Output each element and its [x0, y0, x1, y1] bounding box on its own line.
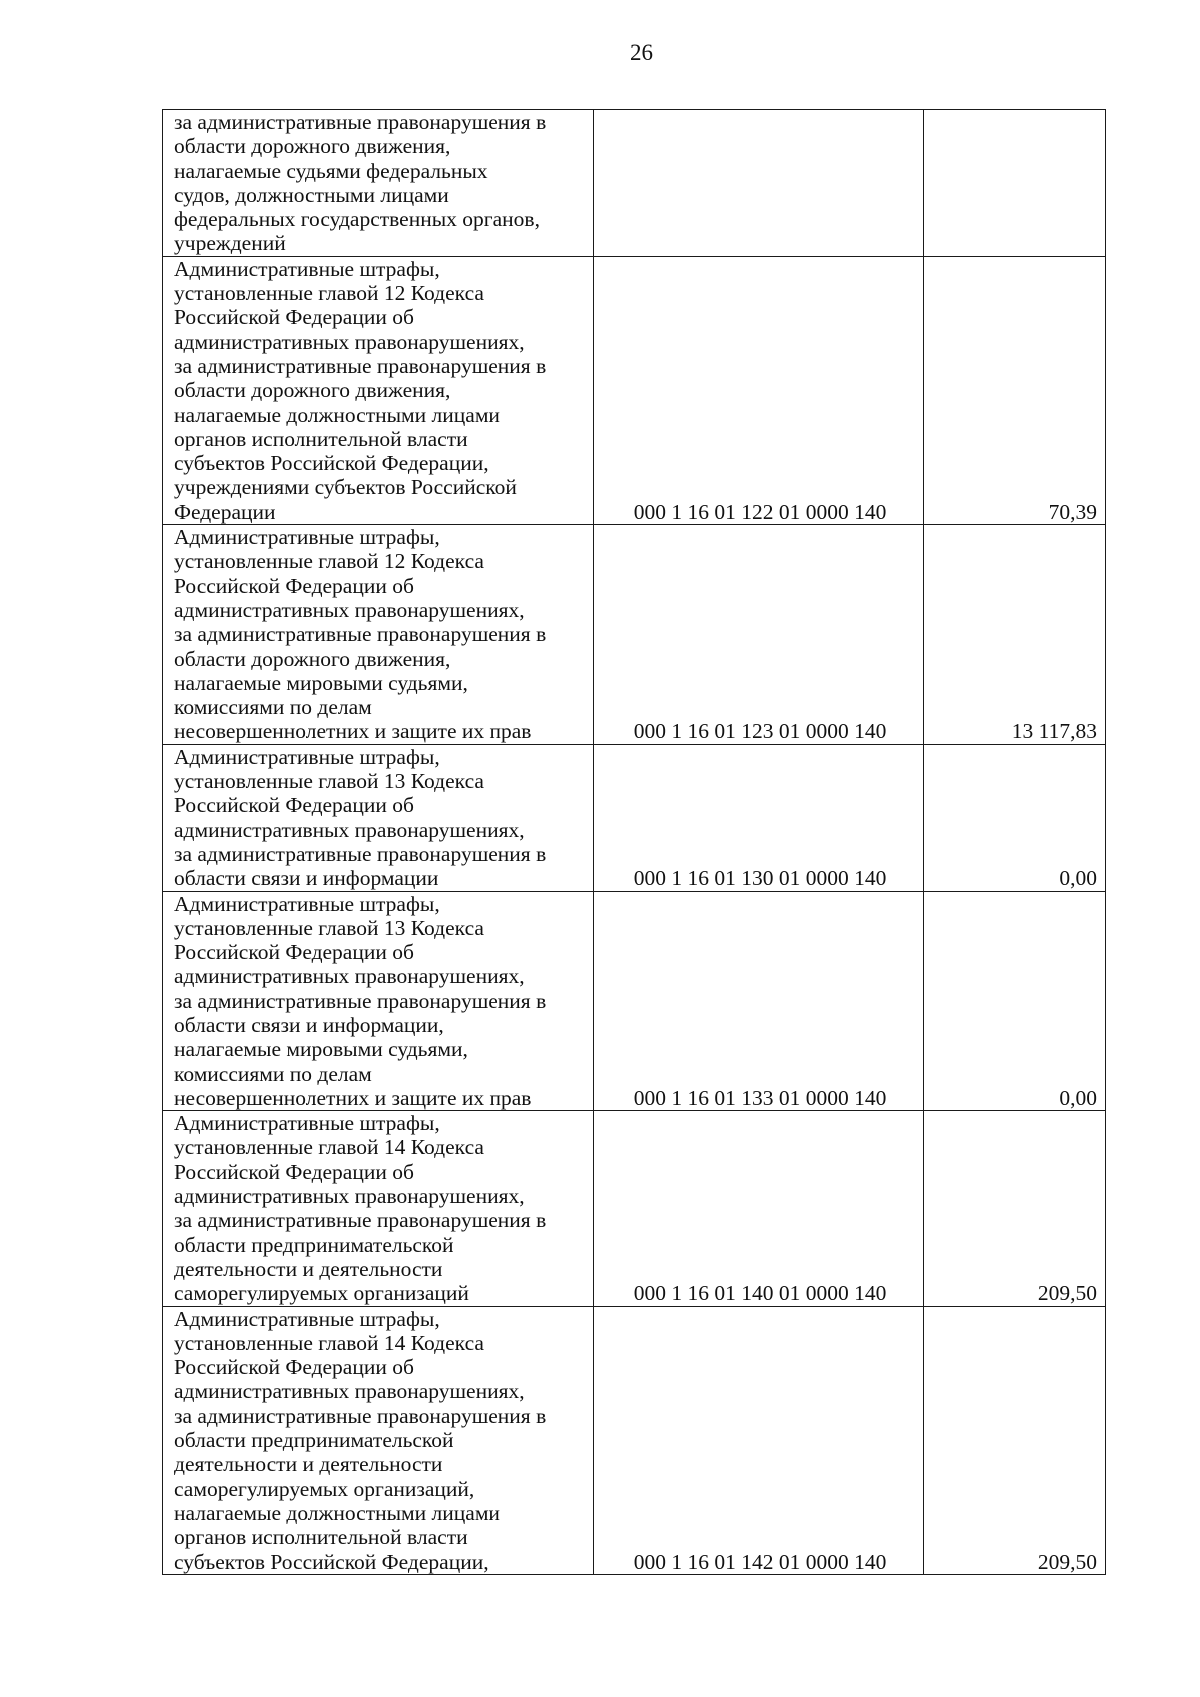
row-code-cell: 000 1 16 01 122 01 0000 140 [594, 256, 924, 524]
revenue-table [162, 109, 1106, 1575]
row-name-cell: за административные правонарушения в области дорожного движения, налагаемые судьями федеральных судов, должностными лицами федеральных государственных органов, учреждений [163, 110, 594, 257]
table-row [163, 110, 1106, 257]
table-row [163, 744, 1106, 891]
table-row [163, 256, 1106, 524]
row-value-cell: 0,00 [924, 891, 1106, 1111]
row-name-cell: Административные штрафы, установленные главой 14 Кодекса Российской Федерации об административных правонарушениях, за административные правонарушения в области предпринимательской деятельности и деятельности саморегулируемых организаций [163, 1111, 594, 1306]
row-value-cell: 13 117,83 [924, 525, 1106, 745]
row-name-cell: Административные штрафы, установленные главой 13 Кодекса Российской Федерации об административных правонарушениях, за административные правонарушения в области связи и информации [163, 744, 594, 891]
page-number: 26 [630, 40, 653, 65]
row-code-cell: 000 1 16 01 142 01 0000 140 [594, 1306, 924, 1574]
row-code-cell: 000 1 16 01 140 01 0000 140 [594, 1111, 924, 1306]
row-value-cell: 209,50 [924, 1306, 1106, 1574]
table-row [163, 1111, 1106, 1306]
row-code-cell [594, 110, 924, 257]
row-name-cell: Административные штрафы, установленные главой 13 Кодекса Российской Федерации об административных правонарушениях, за административные правонарушения в области связи и информации, налагаемые мировыми судьями, комиссиями по делам несовершеннолетних и защите их прав [163, 891, 594, 1111]
row-value-cell [924, 110, 1106, 257]
row-name-cell: Административные штрафы, установленные главой 14 Кодекса Российской Федерации об административных правонарушениях, за административные правонарушения в области предпринимательской деятельности и деятельности саморегулируемых организаций, налагаемые должностными лицами органов исполнительной власти субъектов Российской Федерации, [163, 1306, 594, 1574]
row-code-cell: 000 1 16 01 133 01 0000 140 [594, 891, 924, 1111]
row-value-cell: 0,00 [924, 744, 1106, 891]
row-value-cell: 209,50 [924, 1111, 1106, 1306]
table-row [163, 1306, 1106, 1574]
row-code-cell: 000 1 16 01 130 01 0000 140 [594, 744, 924, 891]
row-value-cell: 70,39 [924, 256, 1106, 524]
row-name-cell: Административные штрафы, установленные главой 12 Кодекса Российской Федерации об административных правонарушениях, за административные правонарушения в области дорожного движения, налагаемые должностными лицами органов исполнительной власти субъектов Российской Федерации, учреждениями субъектов Российской Федерации [163, 256, 594, 524]
table-row [163, 525, 1106, 745]
row-code-cell: 000 1 16 01 123 01 0000 140 [594, 525, 924, 745]
row-name-cell: Административные штрафы, установленные главой 12 Кодекса Российской Федерации об административных правонарушениях, за административные правонарушения в области дорожного движения, налагаемые мировыми судьями, комиссиями по делам несовершеннолетних и защите их прав [163, 525, 594, 745]
table-row [163, 891, 1106, 1111]
